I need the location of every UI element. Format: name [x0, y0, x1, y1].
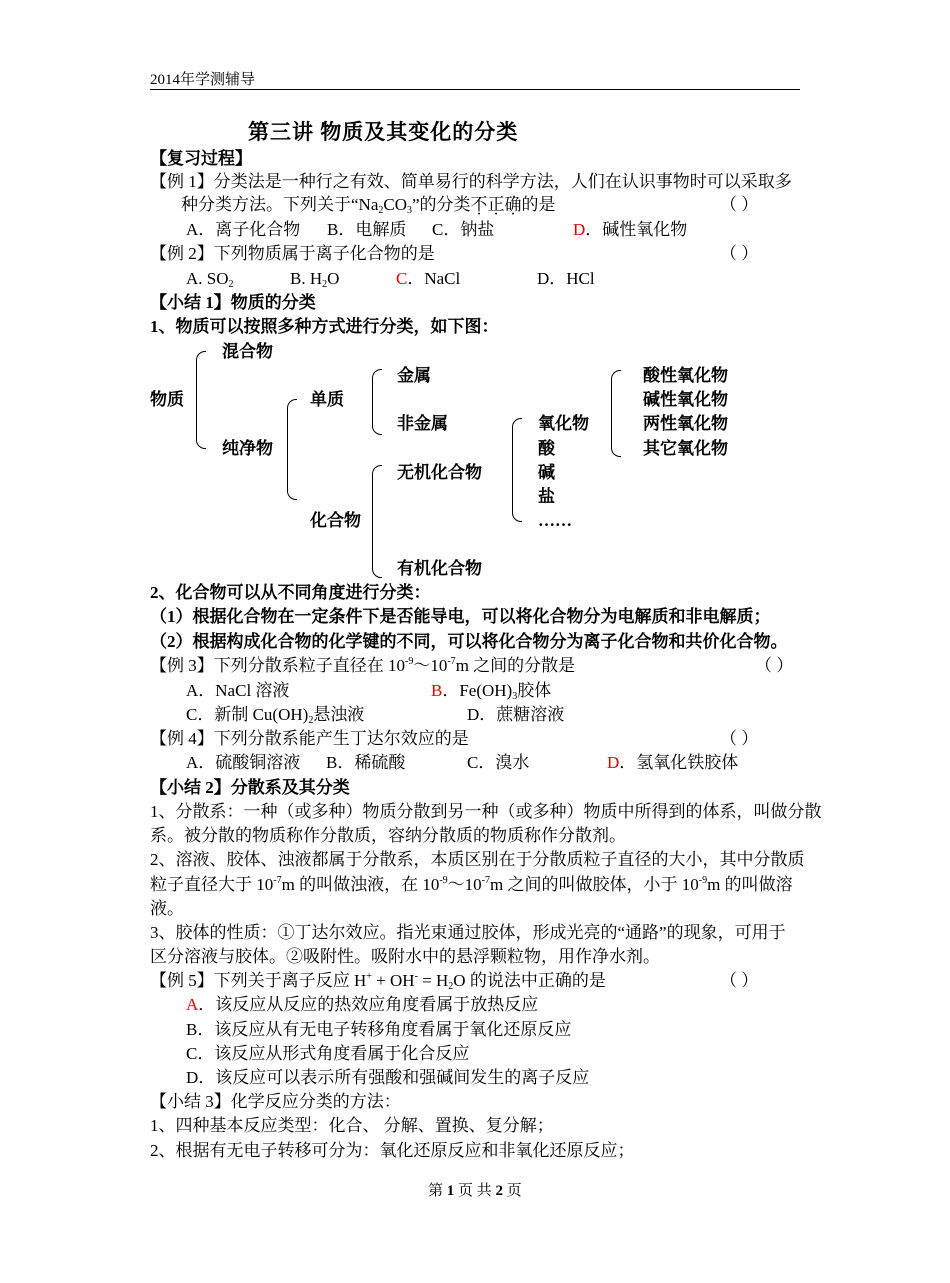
- emphasis-dot: 不: [470, 195, 488, 214]
- summary3-line2: 2、根据有无电子转移可分为：氧化还原反应和非氧化还原反应；: [150, 1141, 635, 1160]
- ex5-stem: 【例 5】下列关于离子反应 $H^+ + OH^- = H_2O$ 的说法中正确的是: [150, 971, 606, 992]
- brace-root: [196, 351, 206, 449]
- tree-other-oxide: 其它氧化物: [643, 439, 728, 458]
- ex2-option-a: A. $SO_2$: [186, 269, 234, 290]
- tree-element: 单质: [310, 390, 344, 409]
- page-total: 2: [495, 1183, 504, 1199]
- ex2-answer-paren: （ ）: [720, 244, 759, 263]
- ex4-stem: 【例 4】下列分散系能产生丁达尔效应的是: [150, 729, 469, 748]
- ex3-option-c: C．新制 $Cu(OH)_2$悬浊液: [186, 705, 365, 726]
- tree-basic-oxide: 碱性氧化物: [643, 390, 728, 409]
- ex1-line1: 【例 1】分类法是一种行之有效、简单易行的科学方法，人们在认识事物时可以采取多: [150, 172, 792, 191]
- tree-base: 碱: [538, 463, 555, 482]
- summary2-p2-line2: 粒子直径大于 $10^{-7}m$ 的叫做浊液，在 $10^{-9}\sim 10^{-7}m$ 之间的叫做胶体，小于 $10^{-9}m$ 的叫做溶: [150, 875, 793, 894]
- ex1-line2: 种分类方法。下列关于“$Na_2CO_3$”的分类不正确的是: [181, 195, 556, 216]
- section-review: 【复习过程】: [150, 149, 252, 168]
- ex4-option-a: A．硫酸铜溶液: [186, 753, 301, 772]
- ex3-answer-paren: （ ）: [755, 656, 794, 675]
- summary2-p1-line2: 系。被分散的物质称作分散质，容纳分散质的物质称作分散剂。: [150, 826, 626, 845]
- ex2-option-c: C．NaCl: [396, 269, 461, 288]
- ex5-answer-paren: （ ）: [720, 971, 759, 990]
- ex4-option-c: C．溴水: [467, 753, 530, 772]
- ex2-stem: 【例 2】下列物质属于离子化合物的是: [150, 244, 435, 263]
- summary2-p1-line1: 1、分散系：一种（或多种）物质分散到另一种（或多种）物质中所得到的体系，叫做分散: [150, 802, 822, 821]
- ex5-option-d: D．该反应可以表示所有强酸和强碱间发生的离子反应: [186, 1068, 590, 1087]
- summary3-title: 【小结 3】化学反应分类的方法：: [150, 1092, 401, 1111]
- tree-metal: 金属: [397, 366, 431, 385]
- emphasis-dot: 确: [504, 195, 522, 214]
- tree-root: 物质: [150, 390, 184, 409]
- ex3-option-d: D．蔗糖溶液: [467, 705, 565, 724]
- ex3-option-b: B．$Fe(OH)_3$胶体: [431, 681, 552, 702]
- ex1-answer-paren: （ ）: [720, 195, 759, 214]
- ex2-option-d: D．HCl: [537, 269, 595, 288]
- summary2-p2-line1: 2、溶液、胶体、浊液都属于分散系，本质区别在于分散质粒子直径的大小，其中分散质: [150, 850, 805, 869]
- ex5-option-c: C．该反应从形式角度看属于化合反应: [186, 1044, 470, 1063]
- summary2-p3-line2: 区分溶液与胶体。②吸附性。吸附水中的悬浮颗粒物，用作净水剂。: [150, 947, 660, 966]
- ex4-option-d: D．氢氧化铁胶体: [607, 753, 739, 772]
- tree-ellipsis: ……: [538, 511, 572, 530]
- ex4-option-b: B．稀硫酸: [326, 753, 406, 772]
- tree-oxide: 氧化物: [538, 414, 589, 433]
- ex1-option-d: D．碱性氧化物: [573, 220, 688, 239]
- brace-compound: [372, 465, 382, 578]
- tree-acid: 酸: [538, 439, 555, 458]
- brace-element: [372, 369, 382, 435]
- tree-salt: 盐: [538, 487, 555, 506]
- summary3-line1: 1、四种基本反应类型：化合、 分解、置换、复分解；: [150, 1116, 554, 1135]
- summary1-line3: （1）根据化合物在一定条件下是否能导电，可以将化合物分为电解质和非电解质；: [150, 607, 771, 626]
- tree-organic: 有机化合物: [397, 559, 482, 578]
- ex1-option-a: A．离子化合物: [186, 220, 301, 239]
- ex4-answer-paren: （ ）: [720, 729, 759, 748]
- header-text: 2014年学测辅导: [150, 72, 256, 88]
- page-title: 第三讲 物质及其变化的分类: [248, 120, 519, 144]
- emphasis-dot: 正: [487, 195, 505, 214]
- ex1-option-b: B．电解质: [327, 220, 407, 239]
- page-number: 1: [446, 1183, 455, 1199]
- ex5-option-a: A．该反应从反应的热效应角度看属于放热反应: [186, 995, 539, 1014]
- tree-acidic-oxide: 酸性氧化物: [643, 366, 728, 385]
- tree-inorganic: 无机化合物: [397, 463, 482, 482]
- summary1-title: 【小结 1】物质的分类: [150, 293, 316, 312]
- ex3-stem: 【例 3】下列分散系粒子直径在 $10^{-9}\sim 10^{-7}m$ 之间的分散是: [150, 656, 576, 675]
- brace-oxide: [611, 370, 621, 457]
- summary1-line2: 2、化合物可以从不同角度进行分类：: [150, 583, 431, 602]
- page-footer: 第 1 页 共 2 页: [428, 1183, 522, 1199]
- summary1-line1: 1、物质可以按照多种方式进行分类，如下图：: [150, 317, 499, 336]
- tree-pure: 纯净物: [222, 439, 273, 458]
- summary1-line4: （2）根据构成化合物的化学键的不同，可以将化合物分为离子化合物和共价化合物。: [150, 632, 788, 651]
- brace-inorganic: [512, 418, 522, 522]
- tree-compound: 化合物: [310, 511, 361, 530]
- ex1-tag: 【例 1】: [150, 172, 214, 191]
- ex1-option-c: C．钠盐: [432, 220, 495, 239]
- summary2-p3-line1: 3、胶体的性质：①丁达尔效应。指光束通过胶体，形成光亮的“通路”的现象，可用于: [150, 923, 786, 942]
- summary2-title: 【小结 2】分散系及其分类: [150, 778, 350, 797]
- header-rule: [150, 89, 800, 90]
- ex2-option-b: B. $H_2O$: [290, 269, 340, 290]
- tree-amphoteric-oxide: 两性氧化物: [643, 414, 728, 433]
- ex3-option-a: A．NaCl 溶液: [186, 681, 290, 700]
- ex5-option-b: B．该反应从有无电子转移角度看属于氧化还原反应: [186, 1020, 572, 1039]
- brace-pure: [287, 399, 297, 500]
- summary2-p2-line3: 液。: [150, 899, 184, 918]
- tree-nonmetal: 非金属: [397, 414, 448, 433]
- tree-mixture: 混合物: [222, 342, 273, 361]
